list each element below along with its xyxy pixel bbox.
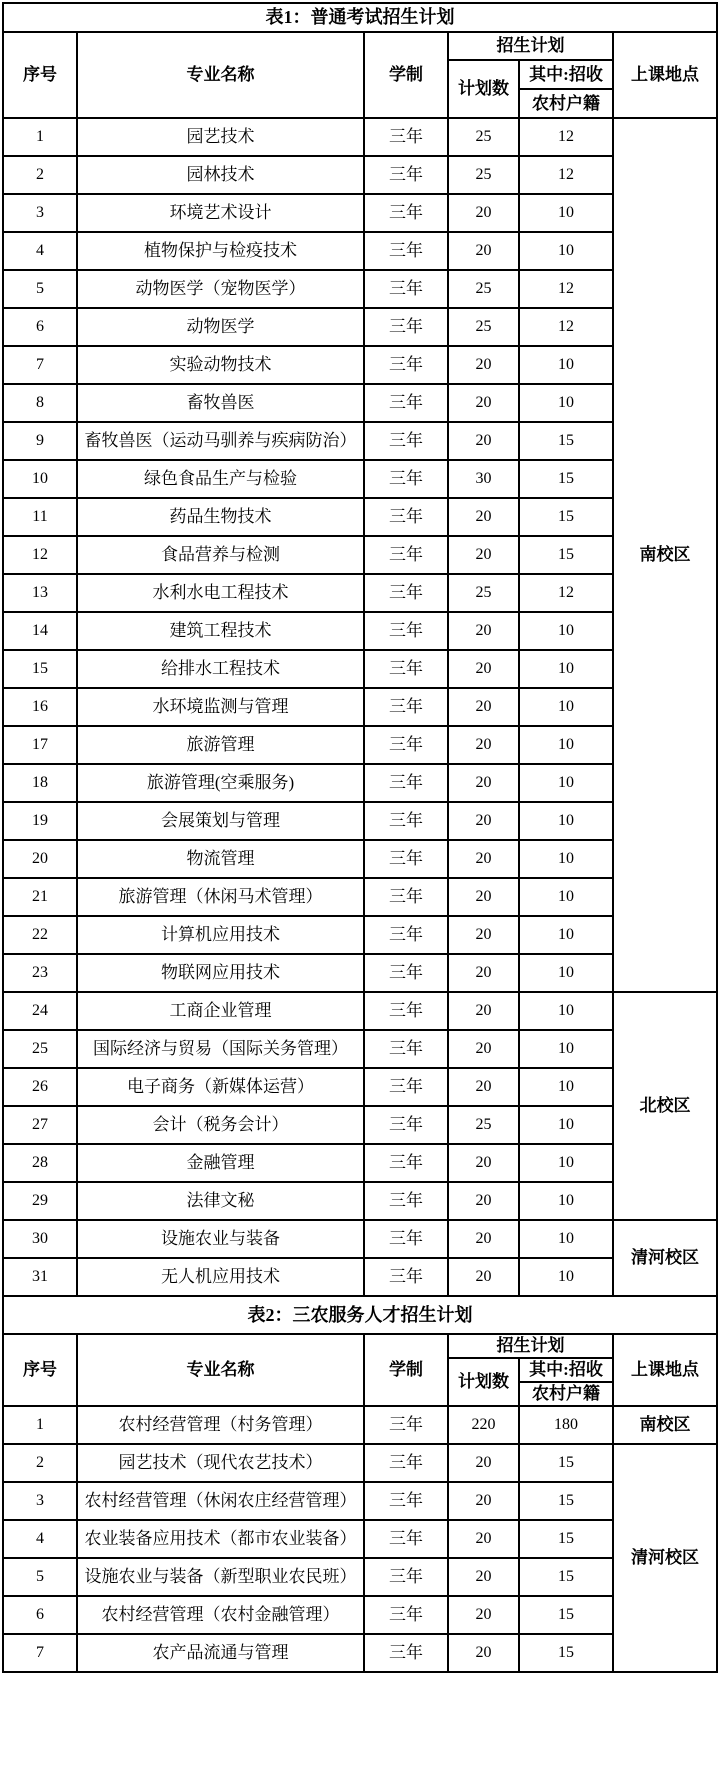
- table-row: [3, 270, 717, 308]
- cell-rural: 12: [519, 270, 613, 308]
- cell-num: 22: [3, 916, 77, 954]
- cell-num: 3: [3, 194, 77, 232]
- cell-plan: 20: [448, 384, 519, 422]
- cell-plan: 20: [448, 536, 519, 574]
- cell-major: 农村经营管理（村务管理）: [77, 1406, 364, 1444]
- cell-major: 水利水电工程技术: [77, 574, 364, 612]
- column-header-num: 序号: [3, 1334, 77, 1406]
- cell-campus: 清河校区: [613, 1220, 717, 1296]
- cell-plan: 20: [448, 232, 519, 270]
- cell-duration: 三年: [364, 1068, 448, 1106]
- cell-num: 6: [3, 308, 77, 346]
- cell-num: 11: [3, 498, 77, 536]
- cell-plan: 25: [448, 308, 519, 346]
- cell-campus: 南校区: [613, 118, 717, 992]
- table-row: [3, 1520, 717, 1558]
- cell-major: 国际经济与贸易（国际关务管理）: [77, 1030, 364, 1068]
- cell-num: 28: [3, 1144, 77, 1182]
- cell-major: 畜牧兽医（运动马驯养与疾病防治）: [77, 422, 364, 460]
- column-header-rural-line2: 农村户籍: [519, 1382, 613, 1406]
- cell-duration: 三年: [364, 118, 448, 156]
- cell-rural: 10: [519, 764, 613, 802]
- table1-header-row-1: [3, 32, 717, 60]
- table-row: [3, 1482, 717, 1520]
- table-row: [3, 840, 717, 878]
- table-row: [3, 764, 717, 802]
- cell-num: 2: [3, 156, 77, 194]
- cell-plan: 30: [448, 460, 519, 498]
- table-row: [3, 802, 717, 840]
- table-row: [3, 1558, 717, 1596]
- cell-rural: 10: [519, 916, 613, 954]
- cell-duration: 三年: [364, 1144, 448, 1182]
- cell-major: 法律文秘: [77, 1182, 364, 1220]
- cell-rural: 12: [519, 574, 613, 612]
- cell-plan: 20: [448, 1220, 519, 1258]
- cell-rural: 10: [519, 1144, 613, 1182]
- cell-plan: 20: [448, 764, 519, 802]
- cell-major: 园林技术: [77, 156, 364, 194]
- column-header-plan-group: 招生计划: [448, 32, 613, 60]
- table1-title-row: [3, 3, 717, 32]
- cell-plan: 20: [448, 1482, 519, 1520]
- cell-plan: 20: [448, 1182, 519, 1220]
- column-header-plan-count: 计划数: [448, 1358, 519, 1406]
- cell-duration: 三年: [364, 726, 448, 764]
- cell-plan: 20: [448, 1634, 519, 1672]
- cell-num: 1: [3, 1406, 77, 1444]
- cell-duration: 三年: [364, 498, 448, 536]
- cell-rural: 10: [519, 194, 613, 232]
- table-row: [3, 1144, 717, 1182]
- cell-num: 29: [3, 1182, 77, 1220]
- cell-rural: 10: [519, 232, 613, 270]
- cell-duration: 三年: [364, 954, 448, 992]
- cell-rural: 10: [519, 1182, 613, 1220]
- cell-rural: 10: [519, 954, 613, 992]
- cell-duration: 三年: [364, 1220, 448, 1258]
- cell-duration: 三年: [364, 422, 448, 460]
- table-row: [3, 460, 717, 498]
- cell-num: 5: [3, 270, 77, 308]
- cell-num: 30: [3, 1220, 77, 1258]
- table-row: [3, 954, 717, 992]
- cell-major: 农业装备应用技术（都市农业装备）: [77, 1520, 364, 1558]
- column-header-rural-line1: 其中:招收: [519, 1358, 613, 1382]
- cell-rural: 10: [519, 1220, 613, 1258]
- cell-major: 园艺技术（现代农艺技术）: [77, 1444, 364, 1482]
- cell-duration: 三年: [364, 308, 448, 346]
- cell-duration: 三年: [364, 1406, 448, 1444]
- cell-duration: 三年: [364, 802, 448, 840]
- table2-title: 表2：三农服务人才招生计划: [3, 1296, 717, 1334]
- cell-rural: 15: [519, 1520, 613, 1558]
- cell-plan: 25: [448, 574, 519, 612]
- table-row: [3, 1634, 717, 1672]
- cell-duration: 三年: [364, 1634, 448, 1672]
- column-header-duration: 学制: [364, 32, 448, 118]
- column-header-plan-group: 招生计划: [448, 1334, 613, 1358]
- cell-plan: 20: [448, 1258, 519, 1296]
- cell-rural: 10: [519, 1030, 613, 1068]
- cell-plan: 20: [448, 194, 519, 232]
- cell-duration: 三年: [364, 688, 448, 726]
- cell-plan: 20: [448, 1444, 519, 1482]
- column-header-rural-line2: 农村户籍: [519, 89, 613, 118]
- cell-rural: 15: [519, 536, 613, 574]
- column-header-major: 专业名称: [77, 32, 364, 118]
- cell-num: 9: [3, 422, 77, 460]
- cell-num: 12: [3, 536, 77, 574]
- cell-plan: 20: [448, 802, 519, 840]
- cell-duration: 三年: [364, 1596, 448, 1634]
- table-row: [3, 688, 717, 726]
- cell-rural: 15: [519, 1444, 613, 1482]
- cell-major: 给排水工程技术: [77, 650, 364, 688]
- cell-duration: 三年: [364, 536, 448, 574]
- cell-major: 计算机应用技术: [77, 916, 364, 954]
- cell-plan: 20: [448, 726, 519, 764]
- cell-plan: 20: [448, 612, 519, 650]
- cell-major: 旅游管理: [77, 726, 364, 764]
- cell-duration: 三年: [364, 612, 448, 650]
- table-row: [3, 878, 717, 916]
- cell-num: 27: [3, 1106, 77, 1144]
- cell-major: 会展策划与管理: [77, 802, 364, 840]
- cell-major: 旅游管理（休闲马术管理）: [77, 878, 364, 916]
- cell-major: 畜牧兽医: [77, 384, 364, 422]
- cell-campus: 南校区: [613, 1406, 717, 1444]
- cell-plan: 20: [448, 878, 519, 916]
- cell-rural: 10: [519, 612, 613, 650]
- cell-num: 31: [3, 1258, 77, 1296]
- cell-major: 绿色食品生产与检验: [77, 460, 364, 498]
- table-row: [3, 916, 717, 954]
- cell-rural: 10: [519, 650, 613, 688]
- cell-num: 10: [3, 460, 77, 498]
- cell-num: 26: [3, 1068, 77, 1106]
- cell-rural: 15: [519, 498, 613, 536]
- cell-num: 1: [3, 118, 77, 156]
- column-header-num: 序号: [3, 32, 77, 118]
- cell-rural: 15: [519, 1596, 613, 1634]
- table-row: [3, 384, 717, 422]
- cell-rural: 10: [519, 726, 613, 764]
- cell-plan: 20: [448, 1030, 519, 1068]
- table2-header-row-1: [3, 1334, 717, 1358]
- cell-major: 动物医学（宠物医学）: [77, 270, 364, 308]
- table-row: [3, 498, 717, 536]
- table1-title: 表1：普通考试招生计划: [3, 3, 717, 32]
- cell-major: 物联网应用技术: [77, 954, 364, 992]
- cell-rural: 10: [519, 992, 613, 1030]
- cell-rural: 15: [519, 460, 613, 498]
- cell-plan: 25: [448, 118, 519, 156]
- table-row: [3, 726, 717, 764]
- cell-plan: 20: [448, 1596, 519, 1634]
- column-header-location: 上课地点: [613, 32, 717, 118]
- table2-head: [3, 1296, 717, 1406]
- cell-plan: 20: [448, 1520, 519, 1558]
- cell-rural: 12: [519, 308, 613, 346]
- table-row: [3, 346, 717, 384]
- cell-major: 环境艺术设计: [77, 194, 364, 232]
- cell-num: 17: [3, 726, 77, 764]
- cell-num: 19: [3, 802, 77, 840]
- cell-rural: 10: [519, 840, 613, 878]
- cell-plan: 20: [448, 992, 519, 1030]
- enrollment-plan-table: [2, 2, 718, 1673]
- table-row: [3, 308, 717, 346]
- cell-num: 24: [3, 992, 77, 1030]
- cell-plan: 20: [448, 1144, 519, 1182]
- cell-major: 农村经营管理（休闲农庄经营管理）: [77, 1482, 364, 1520]
- cell-campus: 北校区: [613, 992, 717, 1220]
- column-header-duration: 学制: [364, 1334, 448, 1406]
- cell-rural: 10: [519, 346, 613, 384]
- cell-plan: 20: [448, 688, 519, 726]
- cell-rural: 15: [519, 1558, 613, 1596]
- cell-num: 7: [3, 346, 77, 384]
- cell-major: 农产品流通与管理: [77, 1634, 364, 1672]
- table-row: [3, 1182, 717, 1220]
- cell-rural: 180: [519, 1406, 613, 1444]
- cell-major: 设施农业与装备（新型职业农民班）: [77, 1558, 364, 1596]
- cell-plan: 20: [448, 954, 519, 992]
- cell-num: 25: [3, 1030, 77, 1068]
- column-header-location: 上课地点: [613, 1334, 717, 1406]
- cell-num: 8: [3, 384, 77, 422]
- cell-num: 18: [3, 764, 77, 802]
- cell-duration: 三年: [364, 574, 448, 612]
- cell-num: 21: [3, 878, 77, 916]
- cell-duration: 三年: [364, 384, 448, 422]
- cell-num: 4: [3, 232, 77, 270]
- cell-major: 物流管理: [77, 840, 364, 878]
- cell-plan: 20: [448, 840, 519, 878]
- table1-body: [3, 118, 717, 1296]
- cell-duration: 三年: [364, 650, 448, 688]
- cell-rural: 15: [519, 422, 613, 460]
- cell-duration: 三年: [364, 1258, 448, 1296]
- cell-num: 7: [3, 1634, 77, 1672]
- cell-duration: 三年: [364, 194, 448, 232]
- cell-num: 6: [3, 1596, 77, 1634]
- cell-major: 旅游管理(空乘服务): [77, 764, 364, 802]
- table-row: [3, 1106, 717, 1144]
- cell-major: 动物医学: [77, 308, 364, 346]
- cell-major: 建筑工程技术: [77, 612, 364, 650]
- cell-duration: 三年: [364, 840, 448, 878]
- table-row: [3, 1258, 717, 1296]
- cell-duration: 三年: [364, 992, 448, 1030]
- cell-rural: 15: [519, 1482, 613, 1520]
- cell-major: 工商企业管理: [77, 992, 364, 1030]
- cell-duration: 三年: [364, 878, 448, 916]
- cell-plan: 20: [448, 1068, 519, 1106]
- cell-num: 23: [3, 954, 77, 992]
- cell-plan: 25: [448, 156, 519, 194]
- cell-duration: 三年: [364, 1182, 448, 1220]
- cell-num: 5: [3, 1558, 77, 1596]
- cell-num: 14: [3, 612, 77, 650]
- cell-duration: 三年: [364, 270, 448, 308]
- cell-rural: 12: [519, 156, 613, 194]
- cell-rural: 15: [519, 1634, 613, 1672]
- cell-duration: 三年: [364, 1030, 448, 1068]
- table-row: [3, 1444, 717, 1482]
- cell-duration: 三年: [364, 916, 448, 954]
- cell-duration: 三年: [364, 1482, 448, 1520]
- table-row: [3, 1068, 717, 1106]
- table-row: [3, 1220, 717, 1258]
- cell-major: 园艺技术: [77, 118, 364, 156]
- cell-major: 无人机应用技术: [77, 1258, 364, 1296]
- cell-num: 20: [3, 840, 77, 878]
- cell-plan: 20: [448, 346, 519, 384]
- table-row: [3, 612, 717, 650]
- cell-rural: 10: [519, 384, 613, 422]
- cell-rural: 10: [519, 878, 613, 916]
- cell-duration: 三年: [364, 1106, 448, 1144]
- cell-rural: 10: [519, 1106, 613, 1144]
- cell-plan: 20: [448, 1558, 519, 1596]
- cell-campus: 清河校区: [613, 1444, 717, 1672]
- cell-num: 13: [3, 574, 77, 612]
- cell-num: 16: [3, 688, 77, 726]
- cell-num: 3: [3, 1482, 77, 1520]
- table2-title-row: [3, 1296, 717, 1334]
- cell-major: 农村经营管理（农村金融管理）: [77, 1596, 364, 1634]
- table1-head: [3, 3, 717, 118]
- cell-duration: 三年: [364, 460, 448, 498]
- cell-major: 植物保护与检疫技术: [77, 232, 364, 270]
- table-row: [3, 650, 717, 688]
- table-row: [3, 574, 717, 612]
- cell-plan: 220: [448, 1406, 519, 1444]
- cell-major: 会计（税务会计）: [77, 1106, 364, 1144]
- cell-major: 药品生物技术: [77, 498, 364, 536]
- table2-body: [3, 1406, 717, 1672]
- cell-rural: 12: [519, 118, 613, 156]
- cell-rural: 10: [519, 688, 613, 726]
- table-row: [3, 992, 717, 1030]
- cell-duration: 三年: [364, 1520, 448, 1558]
- cell-rural: 10: [519, 802, 613, 840]
- cell-num: 4: [3, 1520, 77, 1558]
- table-row: [3, 422, 717, 460]
- cell-duration: 三年: [364, 764, 448, 802]
- cell-plan: 20: [448, 498, 519, 536]
- cell-duration: 三年: [364, 1558, 448, 1596]
- cell-plan: 25: [448, 1106, 519, 1144]
- cell-major: 金融管理: [77, 1144, 364, 1182]
- cell-plan: 20: [448, 650, 519, 688]
- table-row: [3, 1030, 717, 1068]
- cell-rural: 10: [519, 1068, 613, 1106]
- table-row: [3, 194, 717, 232]
- cell-duration: 三年: [364, 346, 448, 384]
- table-row: [3, 1596, 717, 1634]
- table-row: [3, 536, 717, 574]
- table-row: [3, 118, 717, 156]
- column-header-rural-line1: 其中:招收: [519, 60, 613, 89]
- cell-duration: 三年: [364, 1444, 448, 1482]
- column-header-major: 专业名称: [77, 1334, 364, 1406]
- cell-duration: 三年: [364, 232, 448, 270]
- cell-plan: 20: [448, 916, 519, 954]
- cell-rural: 10: [519, 1258, 613, 1296]
- cell-major: 水环境监测与管理: [77, 688, 364, 726]
- table-row: [3, 1406, 717, 1444]
- cell-major: 食品营养与检测: [77, 536, 364, 574]
- cell-duration: 三年: [364, 156, 448, 194]
- cell-major: 电子商务（新媒体运营）: [77, 1068, 364, 1106]
- table-row: [3, 232, 717, 270]
- cell-plan: 20: [448, 422, 519, 460]
- column-header-plan-count: 计划数: [448, 60, 519, 118]
- table-row: [3, 156, 717, 194]
- cell-major: 实验动物技术: [77, 346, 364, 384]
- cell-num: 2: [3, 1444, 77, 1482]
- cell-num: 15: [3, 650, 77, 688]
- cell-major: 设施农业与装备: [77, 1220, 364, 1258]
- cell-plan: 25: [448, 270, 519, 308]
